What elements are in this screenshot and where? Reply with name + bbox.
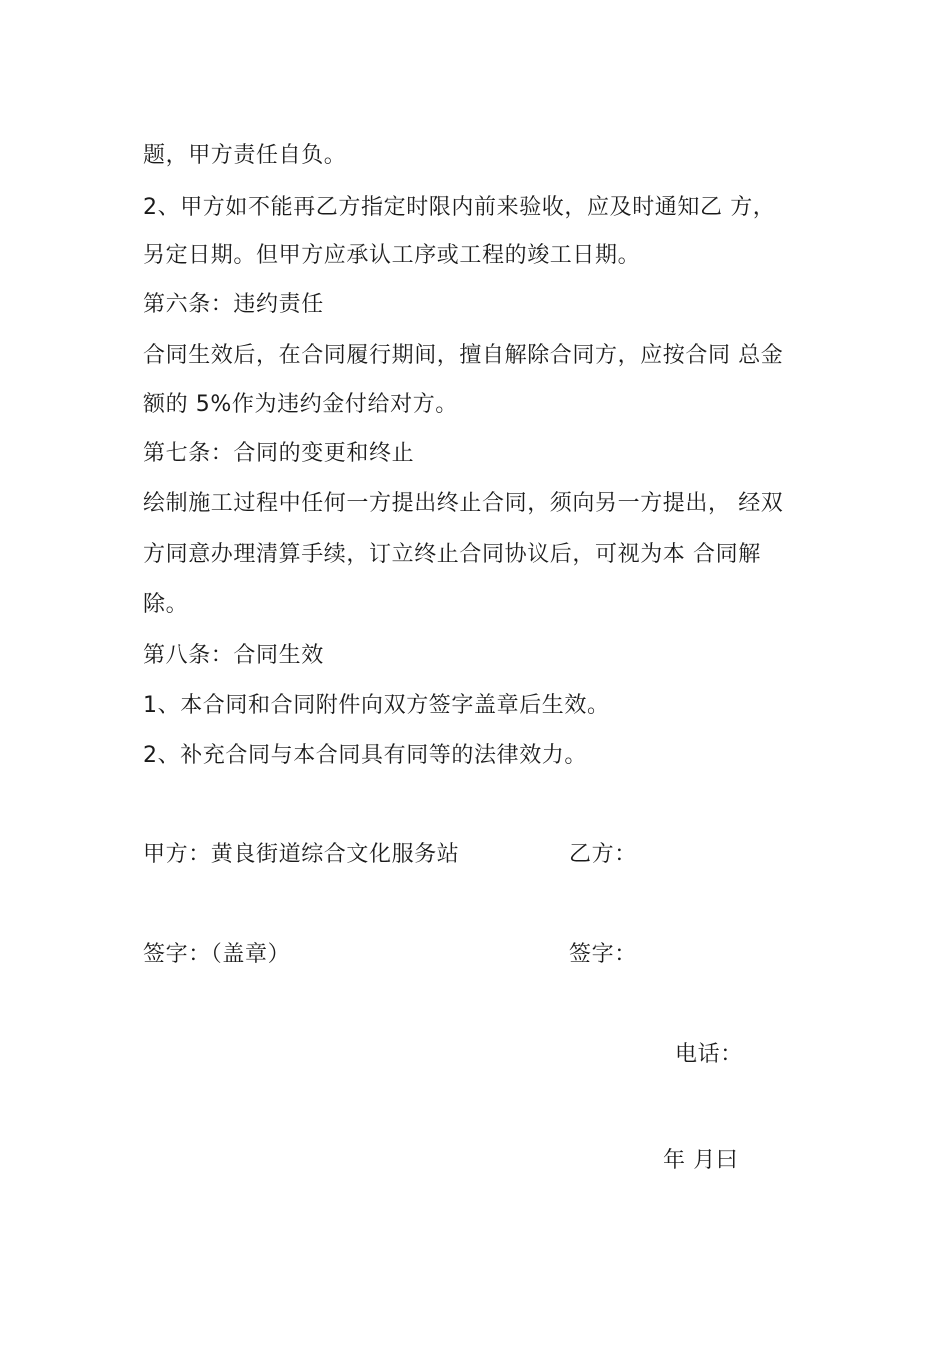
text-line: 绘制施工过程中任何一方提出终止合同，须向另一方提出， 经双 bbox=[143, 491, 784, 516]
text-line: 2、补充合同与本合同具有同等的法律效力。 bbox=[143, 743, 587, 768]
party-b-label: 乙方： bbox=[569, 842, 637, 867]
text-line: 除。 bbox=[143, 592, 189, 617]
section-heading-8: 第八条：合同生效 bbox=[143, 643, 324, 668]
signature-b-label: 签字： bbox=[569, 942, 637, 967]
text-line: 合同生效后，在合同履行期间，擅自解除合同方，应按合同 总金 bbox=[143, 343, 784, 368]
text-line: 方同意办理清算手续，订立终止合同协议后，可视为本 合同解 bbox=[143, 542, 761, 567]
text-line: 题，甲方责任自负。 bbox=[143, 143, 347, 168]
text-line: 额的 5%作为违约金付给对方。 bbox=[143, 392, 458, 417]
section-heading-7: 第七条：合同的变更和终止 bbox=[143, 441, 415, 466]
phone-label: 电话： bbox=[675, 1042, 743, 1067]
date-label: 年 月曰 bbox=[663, 1148, 739, 1173]
text-line: 另定日期。但甲方应承认工序或工程的竣工日期。 bbox=[143, 243, 641, 268]
signature-a-label: 签字：（盖章） bbox=[143, 942, 291, 967]
text-line: 1、本合同和合同附件向双方签字盖章后生效。 bbox=[143, 693, 610, 718]
section-heading-6: 第六条：违约责任 bbox=[143, 292, 324, 317]
text-line: 2、甲方如不能再乙方指定时限内前来验收，应及时通知乙 方， bbox=[143, 195, 776, 220]
party-a-label: 甲方：黄良街道综合文化服务站 bbox=[143, 842, 460, 867]
